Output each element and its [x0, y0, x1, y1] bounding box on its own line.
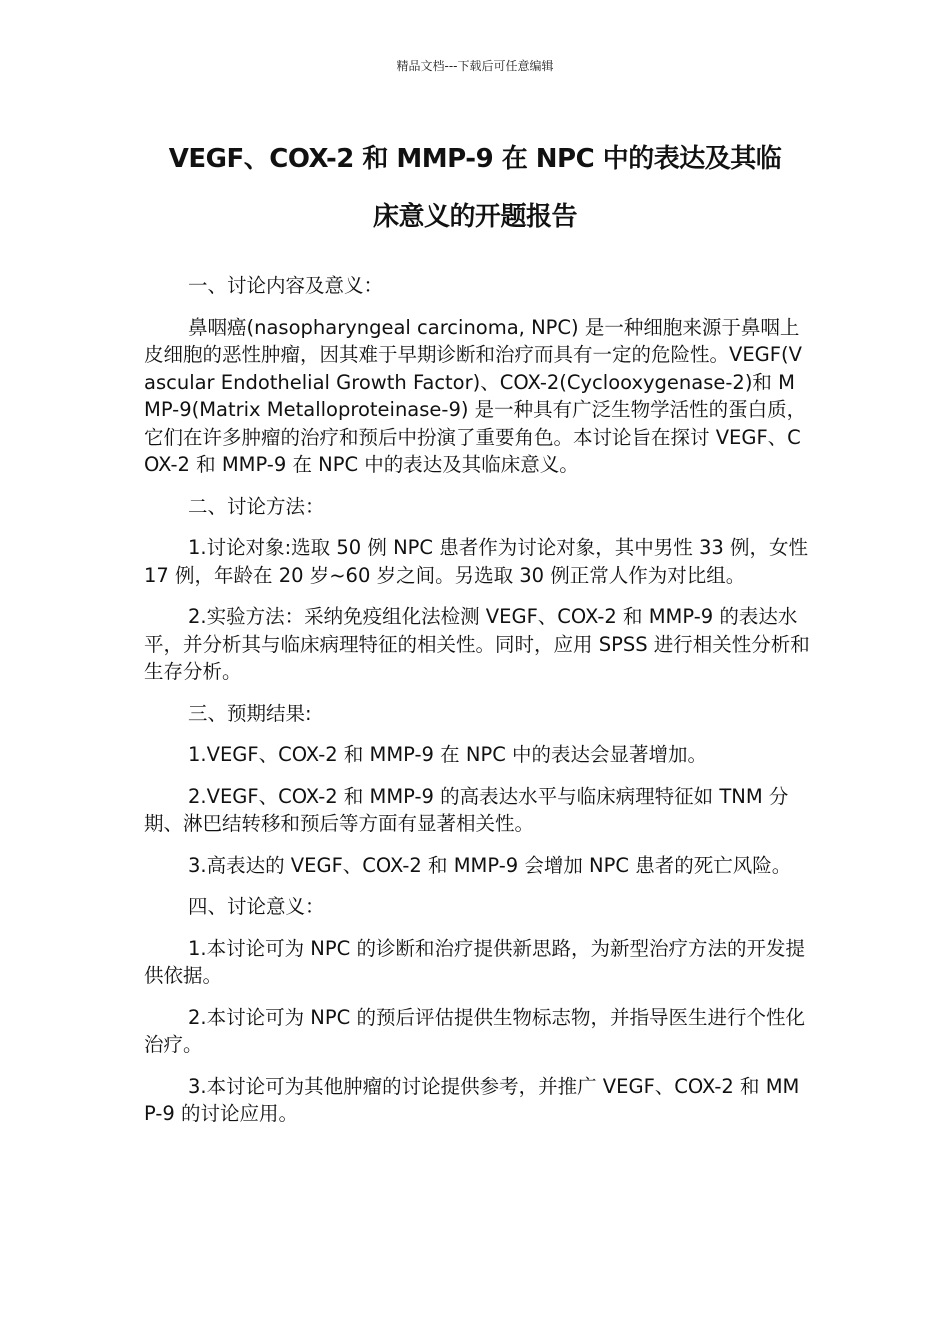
paragraph-result-1: 1.VEGF、COX-2 和 MMP-9 在 NPC 中的表达会显著增加。: [188, 743, 708, 766]
paragraph-significance-3: 3.本讨论可为其他肿瘤的讨论提供参考，并推广 VEGF、COX-2 和 MMP-9 的讨论应用。: [144, 1074, 800, 1125]
section-heading-expected-results: 三、预期结果:: [188, 701, 312, 725]
title-line-2: 床意义的开题报告: [372, 202, 577, 232]
section-heading-research-content: 一、讨论内容及意义：: [188, 274, 384, 297]
paragraph-significance-2: 2.本讨论可为 NPC 的预后评估提供生物标志物，并指导医生进行个性化治疗。: [144, 1005, 805, 1056]
paragraph-experimental-method: 2.实验方法：采纳免疫组化法检测 VEGF、COX-2 和 MMP-9 的表达水平，并分析其与临床病理特征的相关性。同时，应用 SPSS 进行相关性分析和生存分析。: [144, 605, 810, 683]
paragraph-research-background: 鼻咽癌(nasopharyngeal carcinoma, NPC) 是一种细胞来源于鼻咽上皮细胞的恶性肿瘤，因其难于早期诊断和治疗而具有一定的危险性。VEGF(Vascular Endothelial Growth Factor)、COX-2(Cyclooxygenase-2)和 MMP-9(Matrix Metalloproteinase-9) 是一种具有广泛生物学活性的蛋白质，它们在许多肿瘤的治疗和预后中扮演了重要角色。本讨论旨在探讨 VEGF、COX-2 和 MMP-9 在 NPC 中的表达及其临床意义。: [144, 315, 807, 476]
paragraph-result-3: 3.高表达的 VEGF、COX-2 和 MMP-9 会增加 NPC 患者的死亡风险。: [188, 853, 792, 877]
section-heading-methods: 二、讨论方法：: [188, 494, 325, 518]
page-header: 精品文档---下载后可任意编辑: [396, 59, 554, 73]
paragraph-result-2: 2.VEGF、COX-2 和 MMP-9 的高表达水平与临床病理特征如 TNM 分期、淋巴结转移和预后等方面有显著相关性。: [144, 784, 789, 835]
title-line-1: VEGF、COX-2 和 MMP-9 在 NPC 中的表达及其临: [168, 144, 782, 174]
document-title: [150, 130, 800, 246]
section-heading-significance: 四、讨论意义：: [188, 895, 325, 918]
paragraph-significance-1: 1.本讨论可为 NPC 的诊断和治疗提供新思路，为新型治疗方法的开发提供依据。: [144, 936, 805, 987]
document-body: [144, 272, 810, 1142]
paragraph-subjects: 1.讨论对象:选取 50 例 NPC 患者作为讨论对象，其中男性 33 例，女性 17 例，年龄在 20 岁~60 岁之间。另选取 30 例正常人作为对比组。: [144, 536, 808, 587]
